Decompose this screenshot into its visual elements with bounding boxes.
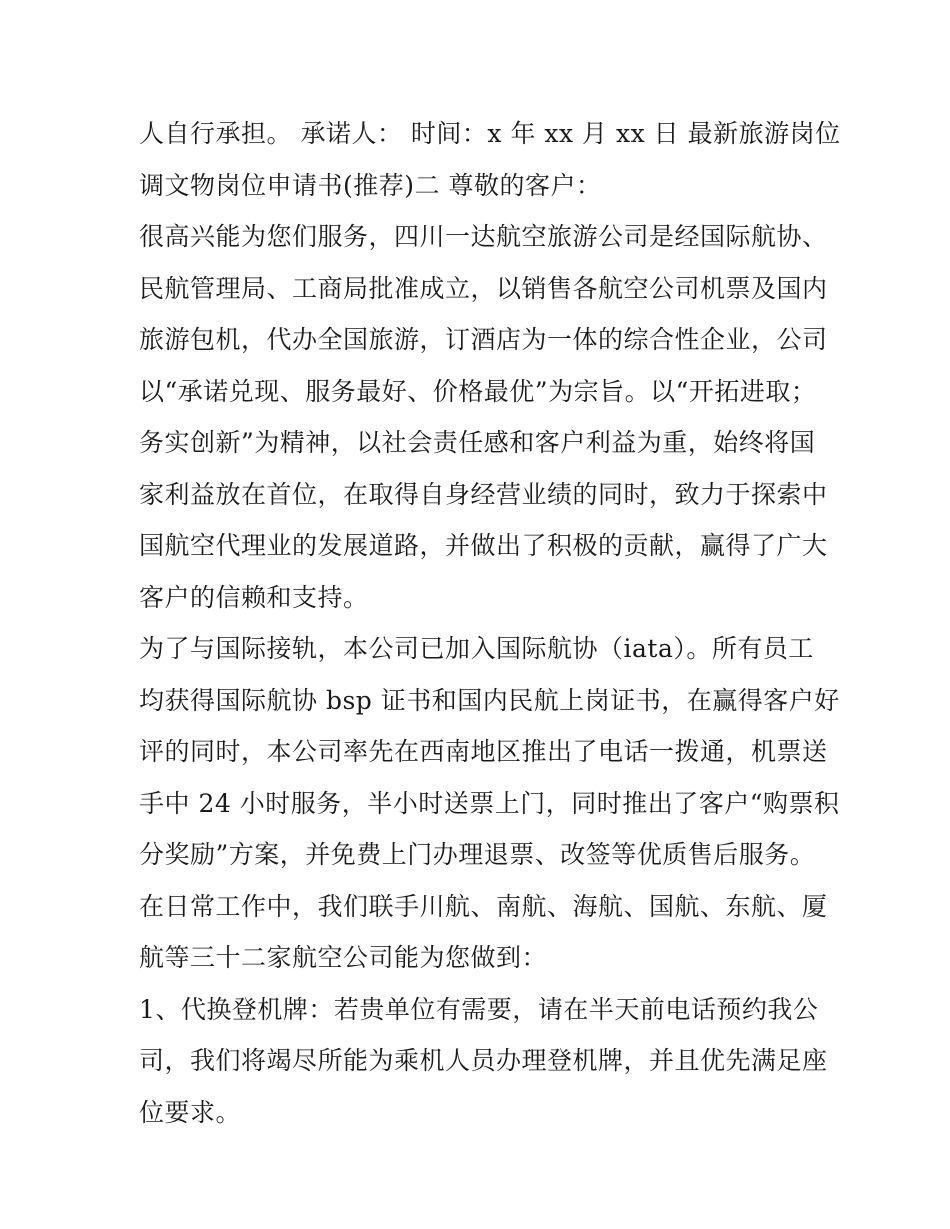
document-body bbox=[139, 108, 841, 1138]
text-line: 很高兴能为您们服务，四川一达航空旅游公司是经国际航协、 bbox=[139, 222, 828, 251]
text-line: 家利益放在首位，在取得自身经营业绩的同时，致力于探索中 bbox=[139, 479, 828, 509]
text-line: 人自行承担。 承诺人： 时间：x 年 xx 月 xx 日 最新旅游岗位 bbox=[139, 119, 841, 148]
text-line: 以“承诺兑现、服务最好、价格最优”为宗旨。以“开拓进取； bbox=[139, 376, 817, 406]
text-line: 司，我们将竭尽所能为乘机人员办理登机牌，并且优先满足座 bbox=[139, 1046, 828, 1075]
text-line: 旅游包机，代办全国旅游，订酒店为一体的综合性企业，公司 bbox=[139, 325, 828, 354]
text-line: 客户的信赖和支持。 bbox=[139, 582, 369, 612]
text-line: 务实创新”为精神，以社会责任感和客户利益为重，始终将国 bbox=[139, 428, 816, 457]
text-line: 航等三十二家航空公司能为您做到： bbox=[139, 943, 548, 972]
text-line: 在日常工作中，我们联手川航、南航、海航、国航、东航、厦 bbox=[139, 891, 828, 921]
text-line: 国航空代理业的发展道路，并做出了积极的贡献，赢得了广大 bbox=[139, 531, 828, 560]
text-line: 调文物岗位申请书(推荐)二 尊敬的客户： bbox=[139, 170, 602, 200]
text-line: 民航管理局、工商局批准成立，以销售各航空公司机票及国内 bbox=[139, 273, 828, 303]
text-line: 分奖励”方案，并免费上门办理退票、改签等优质售后服务。 bbox=[139, 840, 816, 869]
text-line: 评的同时，本公司率先在西南地区推出了电话一拨通，机票送 bbox=[139, 737, 828, 766]
text-line: 1、代换登机牌：若贵单位有需要，请在半天前电话预约我公 bbox=[139, 994, 819, 1024]
text-line: 手中 24 小时服务，半小时送票上门，同时推出了客户“购票积 bbox=[139, 788, 840, 818]
text-line: 位要求。 bbox=[139, 1097, 242, 1127]
text-line: 均获得国际航协 bsp 证书和国内民航上岗证书，在赢得客户好 bbox=[139, 685, 840, 715]
text-line: 为了与国际接轨，本公司已加入国际航协（iata）。所有员工 bbox=[139, 634, 814, 663]
